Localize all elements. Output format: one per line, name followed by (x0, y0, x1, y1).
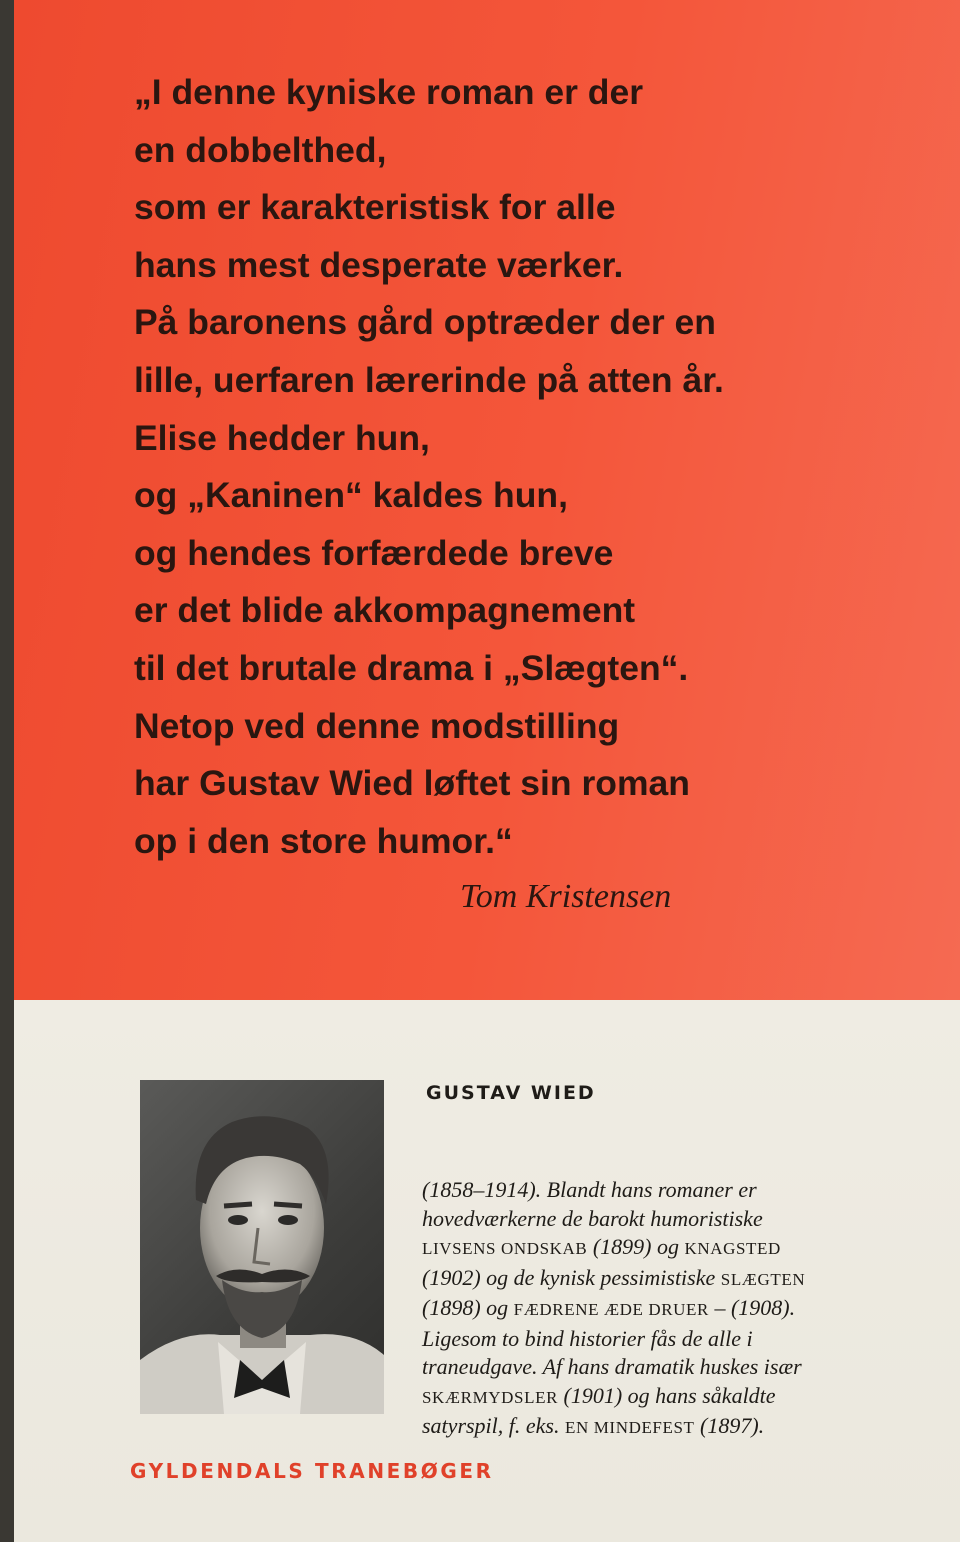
quote-line: lille, uerfaren lærerinde på atten år. (134, 359, 724, 400)
quote-line: har Gustav Wied løftet sin roman (134, 763, 690, 804)
quote-author: Tom Kristensen (460, 878, 672, 915)
quote-line: til det brutale drama i „Slægten“. (134, 647, 689, 688)
bio-text: – (1908). (708, 1295, 796, 1320)
book-title: KNAGSTED (684, 1239, 781, 1258)
bio-line (422, 1205, 922, 1234)
bio-line (422, 1176, 922, 1205)
bio-text: (1898) og (422, 1295, 514, 1320)
quote-line: som er karakteristisk for alle (134, 187, 616, 228)
quote-line: Elise hedder hun, (134, 417, 430, 458)
bio-line (422, 1325, 922, 1354)
bio-line (422, 1294, 922, 1325)
bio-text: (1899) og (587, 1234, 685, 1259)
quote-line: På baronens gård optræder der en (134, 302, 716, 343)
bio-text: hovedværkerne de barokt humoristiske (422, 1205, 763, 1231)
book-title: LIVSENS ONDSKAB (422, 1239, 588, 1258)
quote-line: op i den store humor.“ (134, 820, 513, 861)
blurb-quote (134, 64, 914, 870)
quote-line: en dobbelthed, (134, 129, 387, 170)
author-biography (422, 1176, 922, 1443)
quote-line: og „Kaninen“ kaldes hun, (134, 475, 568, 516)
bio-text: Ligesom to bind historier fås de alle i (422, 1325, 753, 1351)
bio-text: (1901) og hans såkaldte (558, 1382, 776, 1408)
book-back-cover (14, 0, 960, 1542)
bio-line (422, 1353, 922, 1382)
bio-text: (1902) og de kynisk pessimistiske (422, 1264, 721, 1290)
publisher-series: GYLDENDALS TRANEBØGER (130, 1459, 494, 1483)
quote-line: Netop ved denne modstilling (134, 705, 620, 746)
author-info-panel (14, 1000, 960, 1542)
red-quote-panel (14, 0, 960, 1000)
bio-line (422, 1233, 922, 1264)
book-title: FÆDRENE ÆDE DRUER (513, 1300, 709, 1319)
quote-line: hans mest desperate værker. (134, 244, 624, 285)
bio-text: (1858–1914). Blandt hans romaner er (422, 1177, 757, 1202)
author-name: GUSTAV WIED (426, 1082, 596, 1104)
bio-text: traneudgave. Af hans dramatik huskes især (422, 1354, 802, 1379)
bio-line (422, 1264, 922, 1295)
book-title: SKÆRMYDSLER (422, 1387, 559, 1407)
quote-line: „I denne kyniske roman er der (134, 72, 644, 112)
bio-text: (1897). (694, 1413, 765, 1438)
bio-line (422, 1382, 922, 1413)
bio-text: satyrspil, f. eks. (422, 1413, 565, 1438)
author-portrait-photo (140, 1080, 384, 1414)
book-title: SLÆGTEN (720, 1269, 806, 1289)
quote-line: og hendes forfærdede breve (134, 532, 614, 573)
quote-line: er det blide akkompagnement (134, 590, 636, 631)
bio-line (422, 1412, 922, 1443)
book-title: EN MINDEFEST (565, 1418, 695, 1437)
